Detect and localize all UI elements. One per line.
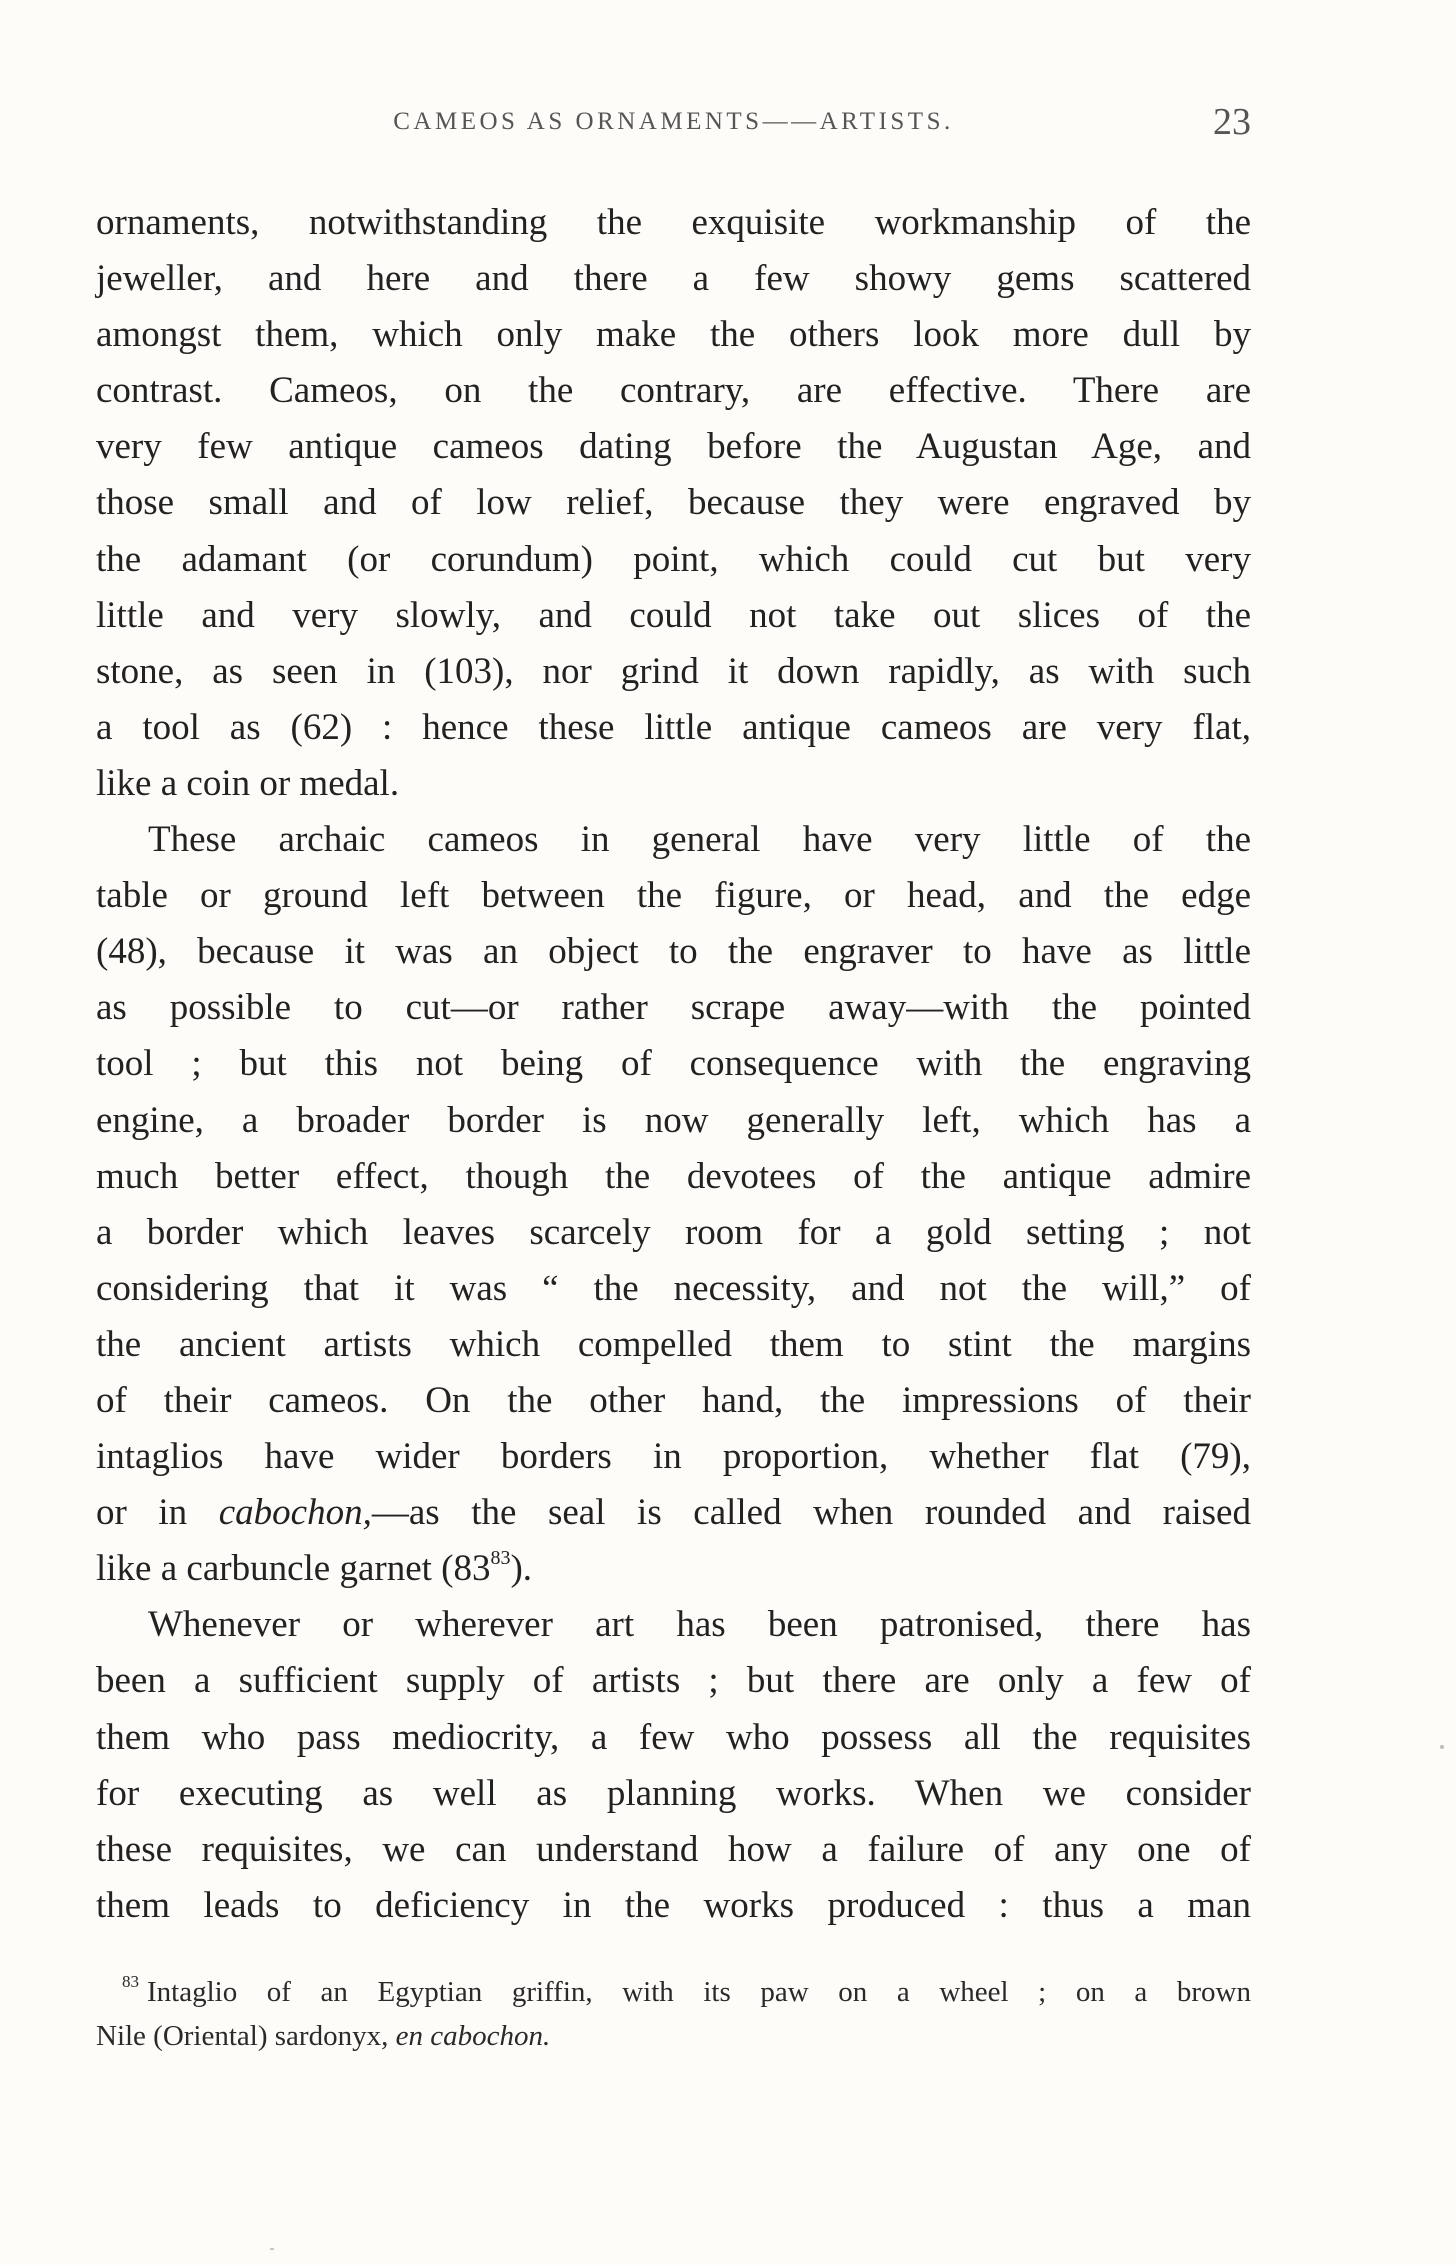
text-run: ).	[510, 1548, 533, 1590]
italic-term: cabochon,	[218, 1492, 372, 1534]
paper-speck	[1440, 1745, 1444, 1749]
text-line: tool ; but this not being of consequence with the engraving	[96, 1043, 1251, 1085]
text-line: as possible to cut—or rather scrape away—with the pointed	[96, 987, 1251, 1029]
text-line: much better effect, though the devotees of the antique admire	[96, 1155, 1251, 1197]
text-line: These archaic cameos in general have very little of the	[148, 819, 1251, 861]
footnote-reference: 83	[490, 1547, 511, 1570]
text-line: ornaments, notwithstanding the exquisite workmanship of the	[96, 202, 1251, 243]
footnote-line	[96, 2014, 1251, 2058]
text-run: Intaglio of an Egyptian griffin, with its paw on a wheel ; on a brown	[147, 1976, 1251, 2008]
text-line	[96, 1485, 1251, 1541]
text-line: intaglios have wider borders in proportion, whether flat (79),	[96, 1436, 1251, 1478]
text-line: a tool as (62) : hence these little antique cameos are very flat,	[96, 706, 1251, 748]
paper-speck	[270, 2248, 274, 2250]
text-line: for executing as well as planning works. When we consider	[96, 1772, 1251, 1814]
text-line: (48), because it was an object to the engraver to have as little	[96, 931, 1251, 973]
text-line: jeweller, and here and there a few showy gems scattered	[96, 258, 1251, 300]
text-run: —as the seal is called when rounded and raised	[371, 1492, 1251, 1534]
footnote-line	[96, 1960, 1251, 2014]
text-line: them leads to deficiency in the works produced : thus a man	[96, 1884, 1251, 1926]
text-line: very few antique cameos dating before the Augustan Age, and	[96, 426, 1251, 468]
footnote	[96, 1960, 1251, 2058]
text-line: table or ground left between the figure, or head, and the edge	[96, 875, 1251, 917]
text-line: engine, a broader border is now generally left, which has a	[96, 1099, 1251, 1141]
text-line: like a coin or medal.	[96, 762, 400, 804]
text-line: a border which leaves scarcely room for a gold setting ; not	[96, 1211, 1251, 1253]
text-line: those small and of low relief, because they were engraved by	[96, 482, 1251, 524]
page-number: 23	[1213, 101, 1251, 143]
text-line: stone, as seen in (103), nor grind it down rapidly, as with such	[96, 650, 1251, 692]
text-line: of their cameos. On the other hand, the impressions of their	[96, 1379, 1251, 1421]
text-line: the ancient artists which compelled them to stint the margins	[96, 1323, 1251, 1365]
running-title: CAMEOS AS ORNAMENTS——ARTISTS.	[393, 108, 954, 135]
text-line: these requisites, we can understand how a failure of any one of	[96, 1828, 1251, 1870]
text-line	[96, 1541, 1251, 1597]
italic-term: en cabochon.	[395, 2020, 551, 2052]
text-line: Whenever or wherever art has been patronised, there has	[148, 1604, 1251, 1646]
text-run: or in	[96, 1492, 219, 1534]
text-run: Nile (Oriental) sardonyx,	[96, 2020, 396, 2052]
text-line: contrast. Cameos, on the contrary, are effective. There are	[96, 370, 1251, 412]
text-line: them who pass mediocrity, a few who possess all the requisites	[96, 1716, 1251, 1758]
paragraph-3	[96, 1597, 1251, 1934]
paragraph-1	[96, 195, 1251, 812]
body-text	[96, 195, 1251, 1934]
text-line: amongst them, which only make the others look more dull by	[96, 314, 1251, 356]
running-head	[96, 100, 1251, 150]
text-line: little and very slowly, and could not take out slices of the	[96, 594, 1251, 636]
footnote-mark: 83	[122, 1972, 139, 1991]
text-line: the adamant (or corundum) point, which could cut but very	[96, 538, 1251, 580]
text-run: like a carbuncle garnet (83	[96, 1548, 491, 1590]
text-line: considering that it was “ the necessity, and not the will,” of	[96, 1267, 1251, 1309]
text-line: been a sufficient supply of artists ; but there are only a few of	[96, 1660, 1251, 1702]
paragraph-2	[96, 812, 1251, 1597]
